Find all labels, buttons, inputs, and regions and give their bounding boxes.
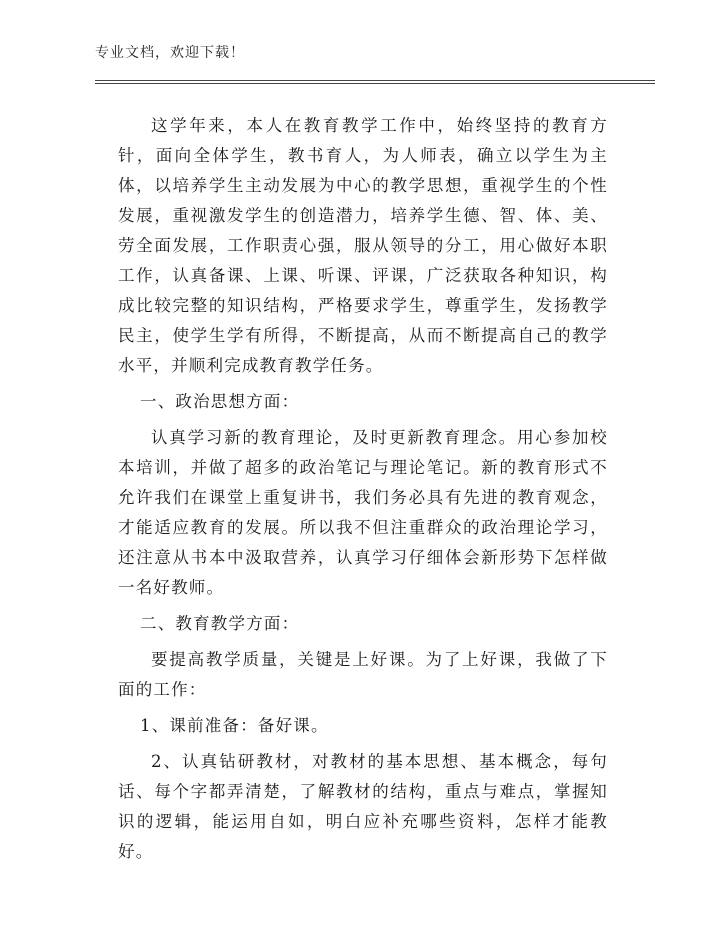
list-item-2: 2、认真钻研教材，对教材的基本思想、基本概念，每句话、每个字都弄清楚，了解教材的结构，重点与难点，掌握知识的逻辑，能运用自如，明白应补充哪些资料，怎样才能教好。	[118, 752, 608, 861]
list-item-1: 1、课前准备：备好课。	[140, 716, 329, 735]
header-divider-bottom	[95, 83, 655, 84]
paragraph-teaching-intro: 要提高教学质量，关键是上好课。为了上好课，我做了下面的工作：	[118, 650, 608, 699]
document-body	[118, 111, 608, 873]
header-divider-top	[95, 80, 655, 81]
section-heading-politics: 一、政治思想方面：	[140, 392, 300, 411]
page-header: 专业文档，欢迎下载！	[95, 45, 245, 61]
paragraph-politics: 认真学习新的教育理论，及时更新教育理念。用心参加校本培训，并做了超多的政治笔记与理论笔记。新的教育形式不允许我们在课堂上重复讲书，我们务必具有先进的教育观念，才能适应教育的发展。所以我不但注重群众的政治理论学习，还注意从书本中汲取营养，认真学习仔细体会新形势下怎样做一名好教师。	[118, 428, 608, 597]
paragraph-intro: 这学年来，本人在教育教学工作中，始终坚持的教育方针，面向全体学生，教书育人，为人师表，确立以学生为主体，以培养学生主动发展为中心的教学思想，重视学生的个性发展，重视激发学生的创造潜力，培养学生德、智、体、美、劳全面发展，工作职责心强，服从领导的分工，用心做好本职工作，认真备课、上课、听课、评课，广泛获取各种知识，构成比较完整的知识结构，严格要求学生，尊重学生，发扬教学民主，使学生学有所得，不断提高，从而不断提高自己的教学水平，并顺利完成教育教学任务。	[118, 116, 608, 375]
section-heading-teaching: 二、教育教学方面：	[140, 614, 300, 633]
